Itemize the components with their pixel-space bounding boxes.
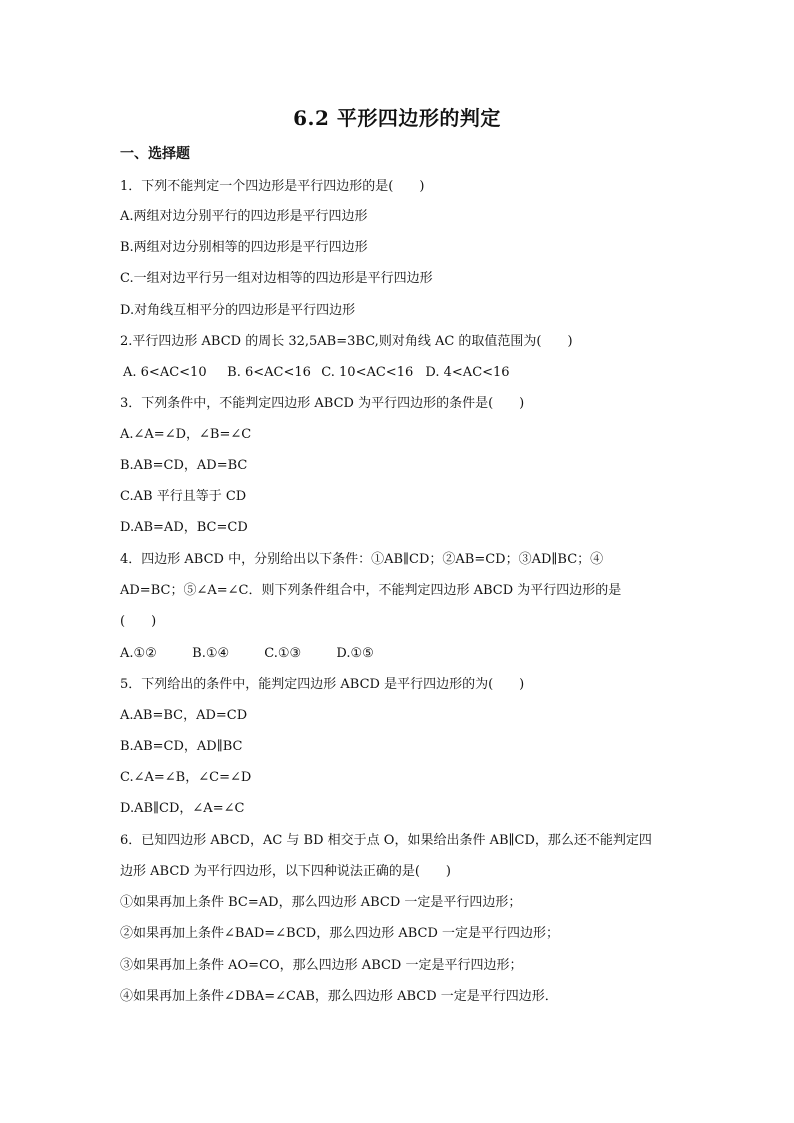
question-5-option-d: D.AB∥CD，∠A=∠C (120, 801, 245, 816)
question-4-stem-line-2: AD=BC；⑤∠A=∠C．则下列条件组合中，不能判定四边形 ABCD 为平行四边形的是 (120, 583, 622, 598)
question-6-statement-2: ②如果再加上条件∠BAD=∠BCD，那么四边形 ABCD 一定是平行四边形； (120, 926, 560, 941)
question-1-option-a: A.两组对边分别平行的四边形是平行四边形 (120, 209, 368, 224)
question-3-option-c: C.AB 平行且等于 CD (120, 489, 247, 504)
question-1-option-b: B.两组对边分别相等的四边形是平行四边形 (120, 240, 368, 255)
question-4-option-a: A.①② (120, 646, 157, 661)
question-6-statement-4: ④如果再加上条件∠DBA=∠CAB，那么四边形 ABCD 一定是平行四边形． (120, 989, 558, 1004)
question-3-option-d: D.AB=AD，BC=CD (120, 520, 248, 535)
question-2-option-a: A. 6<AC<10 (123, 365, 207, 380)
question-5-stem: 5．下列给出的条件中，能判定四边形 ABCD 是平行四边形的为( ) (120, 677, 525, 692)
question-4-stem-line-3: ( ) (120, 614, 157, 629)
question-2-option-c: C. 10<AC<16 (321, 365, 414, 380)
question-1-option-c: C.一组对边平行另一组对边相等的四边形是平行四边形 (120, 271, 433, 286)
question-4-option-b: B.①④ (192, 646, 230, 661)
question-4-stem-line-1: 4．四边形 ABCD 中，分别给出以下条件：①AB∥CD；②AB=CD；③AD∥BC；④ (120, 552, 604, 567)
question-5-option-b: B.AB=CD，AD∥BC (120, 739, 243, 754)
question-3-option-b: B.AB=CD，AD=BC (120, 458, 248, 473)
question-6-stem-line-1: 6．已知四边形 ABCD，AC 与 BD 相交于点 O，如果给出条件 AB∥CD，那么还不能判定四 (120, 833, 652, 848)
question-2-option-b: B. 6<AC<16 (227, 365, 311, 380)
question-5-option-c: C.∠A=∠B，∠C=∠D (120, 770, 252, 785)
question-4-options (120, 644, 690, 664)
question-2-options (123, 363, 693, 383)
question-4-option-c: C.①③ (264, 646, 302, 661)
question-4-option-d: D.①⑤ (336, 646, 374, 661)
question-1-option-d: D.对角线互相平分的四边形是平行四边形 (120, 303, 356, 318)
question-3-stem: 3．下列条件中，不能判定四边形 ABCD 为平行四边形的条件是( ) (120, 396, 525, 411)
question-1-stem: 1．下列不能判定一个四边形是平行四边形的是( ) (120, 179, 425, 194)
section-heading: 一、选择题 (120, 146, 190, 162)
question-6-stem-line-2: 边形 ABCD 为平行四边形，以下四种说法正确的是( ) (120, 864, 451, 879)
question-5-option-a: A.AB=BC，AD=CD (120, 708, 248, 723)
question-6-statement-1: ①如果再加上条件 BC=AD，那么四边形 ABCD 一定是平行四边形； (120, 895, 522, 910)
question-3-option-a: A.∠A=∠D，∠B=∠C (120, 427, 252, 442)
question-2-stem: 2.平行四边形 ABCD 的周长 32,5AB=3BC,则对角线 AC 的取值范围为( ) (120, 334, 573, 349)
question-2-option-d: D. 4<AC<16 (425, 365, 510, 380)
question-6-statement-3: ③如果再加上条件 AO=CO，那么四边形 ABCD 一定是平行四边形； (120, 958, 523, 973)
page-title: 6.2 平形四边形的判定 (293, 106, 501, 130)
